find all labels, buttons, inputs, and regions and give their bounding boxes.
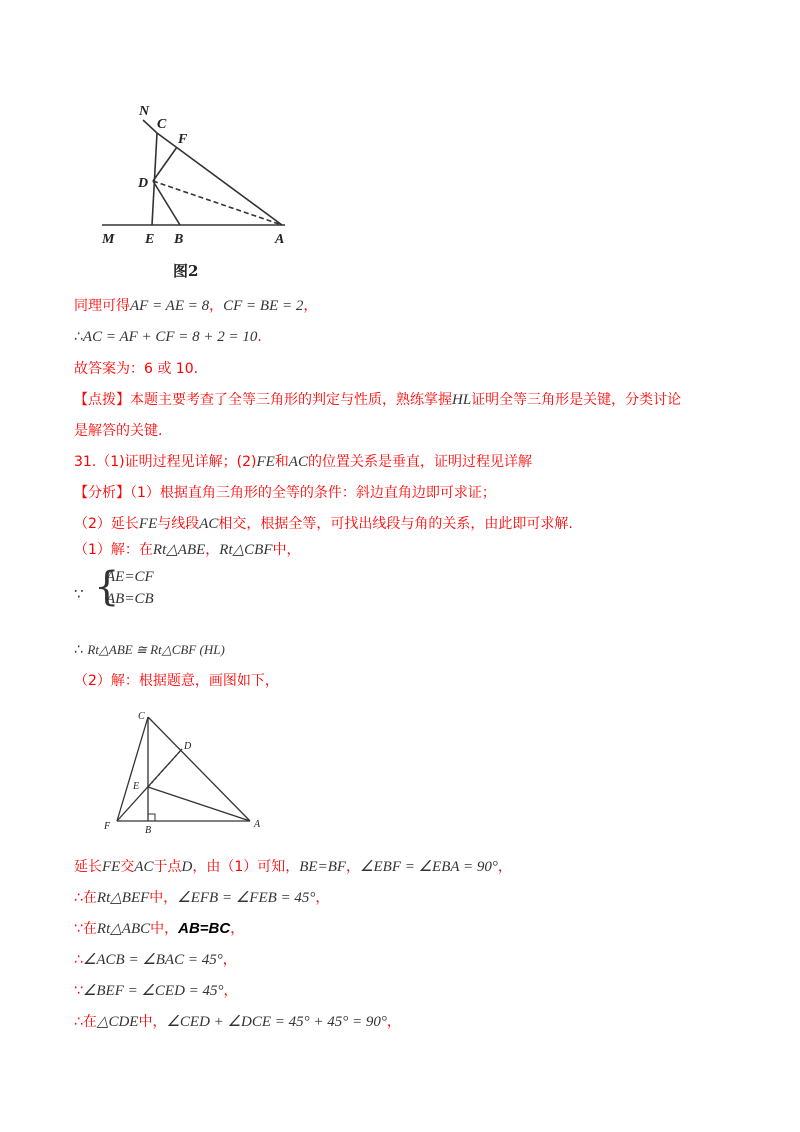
text: . <box>257 329 262 345</box>
bef-line <box>74 888 329 908</box>
text: 与线段 <box>157 516 200 532</box>
label-e: E <box>145 232 155 247</box>
label-c: C <box>138 711 145 722</box>
label-f: F <box>178 132 188 147</box>
right-angle-mark <box>148 814 155 821</box>
left-brace: { <box>94 564 120 610</box>
figure-caption: 图2 <box>173 262 199 280</box>
answer-line: 故答案为：6 或 10. <box>74 361 199 377</box>
text: ∴在 <box>74 1014 97 1030</box>
text: ， <box>209 298 224 314</box>
label-n: N <box>139 104 150 119</box>
solution-1-intro <box>74 540 300 560</box>
system-row-1: AE=CF <box>106 569 154 585</box>
line-cf <box>117 717 148 821</box>
math: Rt△ABC <box>96 921 151 937</box>
text: ∴在 <box>74 890 97 906</box>
math: FE <box>102 859 121 875</box>
math: Rt△ABE <box>152 542 206 558</box>
text: 31.（1)证明过程见详解；(2) <box>74 454 257 470</box>
text: 中， <box>138 1014 167 1030</box>
text: ， <box>205 542 220 558</box>
label-e: E <box>133 781 140 792</box>
math: AC <box>199 516 219 532</box>
analysis-line-2 <box>74 514 573 534</box>
text: ，由（1）可知， <box>192 859 300 875</box>
line-ea <box>148 787 250 821</box>
text: 的位置关系是垂直，证明过程见详解 <box>307 454 532 470</box>
math: AB=BC <box>178 920 231 937</box>
text: 于点 <box>153 859 182 875</box>
math: ∠BEF = ∠CED = 45° <box>82 983 224 999</box>
math: BE=BF <box>299 859 347 875</box>
abc-line <box>74 919 244 939</box>
label-a: A <box>254 819 261 830</box>
label-b: B <box>174 232 184 247</box>
math: ∠CED + ∠DCE = 45° + 45° = 90° <box>166 1014 387 1030</box>
math: AC <box>134 859 154 875</box>
cde-line <box>74 1012 401 1032</box>
line-da-dashed <box>153 181 282 225</box>
therefore-symbol: ∴ <box>74 329 83 345</box>
text: ， <box>497 859 512 875</box>
label-a: A <box>275 232 285 247</box>
text: ， <box>315 890 330 906</box>
math: CF = BE = 2 <box>223 298 304 314</box>
math: FE <box>138 516 158 532</box>
text: 同理可得 <box>74 298 130 314</box>
label-m: M <box>102 232 115 247</box>
text: ， <box>230 921 245 937</box>
analysis-line-1: 【分析】（1）根据直角三角形的全等的条件：斜边直角边即可求证； <box>74 485 496 501</box>
math: Rt△ABE ≅ Rt△CBF (HL) <box>87 642 225 657</box>
label-d: D <box>184 741 192 752</box>
equation-system <box>74 565 274 615</box>
label-f: F <box>104 821 111 832</box>
text: ∴ <box>74 952 83 968</box>
text: 中， <box>150 921 179 937</box>
because-symbol: ∵ <box>74 585 84 603</box>
therefore-symbol: ∴ <box>74 642 83 658</box>
text: 延长 <box>74 859 102 875</box>
label-d: D <box>138 176 149 191</box>
math: HL <box>452 392 472 408</box>
system-row-2: AB=CB <box>106 591 154 607</box>
math: ∠ACB = ∠BAC = 45° <box>82 952 223 968</box>
text: 和 <box>274 454 289 470</box>
line-af-ae <box>74 296 317 316</box>
line-nc <box>143 120 157 133</box>
math: ∠EFB = ∠FEB = 45° <box>177 890 316 906</box>
tip-line-1 <box>74 390 681 410</box>
math: △CDE <box>96 1014 139 1030</box>
acb-line <box>74 950 237 970</box>
text: ， <box>346 859 361 875</box>
math: AC <box>288 454 308 470</box>
text: ∵ <box>74 983 83 999</box>
math: AF = AE = 8 <box>130 298 210 314</box>
math: AC = AF + CF = 8 + 2 = 10 <box>82 329 258 345</box>
line-ac-sum <box>74 327 262 347</box>
text: ， <box>303 298 318 314</box>
text: 【点拨】本题主要考查了全等三角形的判定与性质，熟练掌握 <box>74 392 452 408</box>
math: FE <box>256 454 275 470</box>
figure-geometry-2 <box>98 707 273 837</box>
bef-ced-line <box>74 981 238 1001</box>
text: （2）延长 <box>74 516 139 532</box>
extend-fe-line <box>74 857 512 877</box>
line-ca <box>157 133 282 225</box>
text: ， <box>222 952 237 968</box>
math: Rt△CBF <box>219 542 273 558</box>
math: D <box>181 859 193 875</box>
line-db <box>153 181 180 225</box>
text: ∵在 <box>74 921 97 937</box>
math: Rt△BEF <box>96 890 150 906</box>
text: ， <box>386 1014 401 1030</box>
label-c: C <box>157 117 167 132</box>
text: ， <box>223 983 238 999</box>
text: 相交，根据全等，可找出线段与角的关系，由此即可求解. <box>218 516 573 532</box>
text: 交 <box>120 859 135 875</box>
text: 中， <box>149 890 178 906</box>
q31-answer <box>74 452 532 472</box>
congruence-line <box>74 640 225 660</box>
text: （1）解：在 <box>74 542 153 558</box>
tip-line-2: 是解答的关键. <box>74 423 163 439</box>
solution-2-intro: （2）解：根据题意，画图如下， <box>74 673 279 689</box>
figure-geometry-1 <box>95 95 305 285</box>
math: ∠EBF = ∠EBA = 90° <box>360 859 498 875</box>
text: 中， <box>272 542 301 558</box>
text: 证明全等三角形是关键，分类讨论 <box>471 392 682 408</box>
label-b: B <box>145 825 152 836</box>
